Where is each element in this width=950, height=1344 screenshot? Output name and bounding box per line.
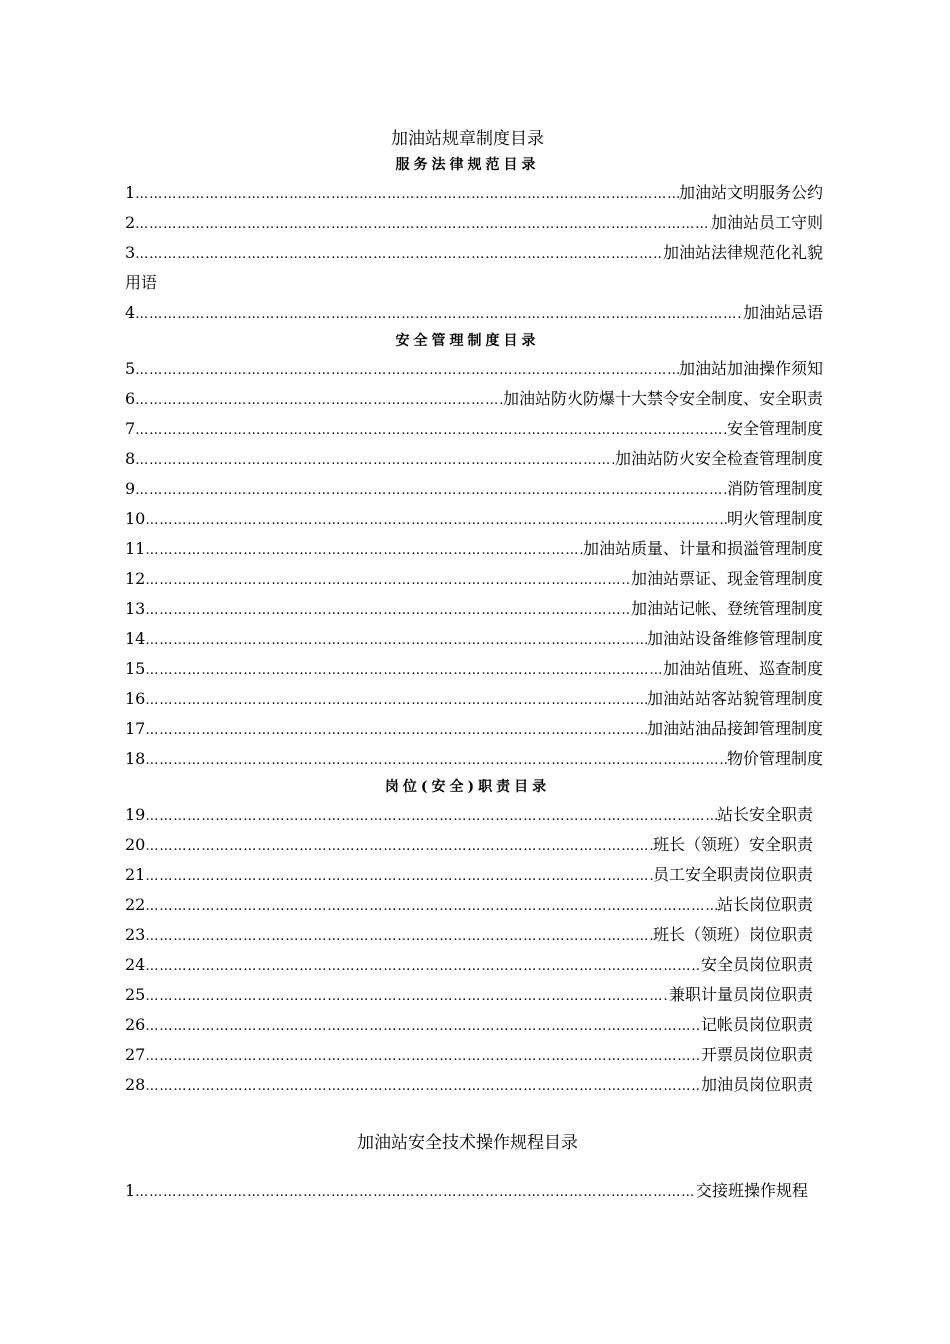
toc-entry-number: 13 <box>125 599 146 618</box>
toc-entry-number: 22 <box>125 895 146 914</box>
toc-leader-dots <box>135 1178 696 1206</box>
toc-list-duties <box>125 800 840 1100</box>
toc-entry-label: 加油员岗位职责 <box>700 1075 813 1094</box>
toc-leader-dots <box>145 536 583 564</box>
toc-entry-number: 4 <box>125 303 136 322</box>
toc-entry <box>125 684 840 714</box>
toc-entry-number: 19 <box>125 805 146 824</box>
toc-leader-dots <box>145 506 727 534</box>
toc-leader-dots <box>145 832 653 860</box>
toc-entry <box>125 474 840 504</box>
toc-entry-number: 21 <box>125 865 146 884</box>
toc-entry-label: 班长（领班）安全职责 <box>652 835 813 854</box>
toc-entry-number: 24 <box>125 955 146 974</box>
toc-leader-dots <box>135 356 679 384</box>
toc-entry <box>125 1010 840 1040</box>
toc-entry-number: 10 <box>125 509 146 528</box>
toc-entry-number: 7 <box>125 419 136 438</box>
toc-entry <box>125 744 840 774</box>
toc-entry-label: 员工安全职责岗位职责 <box>652 865 813 884</box>
toc-entry-number: 2 <box>125 213 136 232</box>
toc-leader-dots <box>135 386 503 414</box>
toc-entry-label: 加油站质量、计量和损溢管理制度 <box>582 539 823 558</box>
toc-entry <box>125 504 840 534</box>
toc-entry-label: 加油站票证、现金管理制度 <box>630 569 823 588</box>
toc-entry-label: 安全员岗位职责 <box>700 955 813 974</box>
toc-entry <box>125 800 840 830</box>
toc-entry-number: 20 <box>125 835 146 854</box>
section-heading-duties: 岗位(安全)职责目录 <box>384 779 551 795</box>
toc-leader-dots <box>145 596 631 624</box>
toc-entry <box>125 1176 840 1206</box>
toc-entry <box>125 654 840 684</box>
toc-entry <box>125 534 840 564</box>
toc-entry-label: 加油站文明服务公约 <box>678 183 823 202</box>
toc-entry <box>125 980 840 1010</box>
toc-entry-label: 班长（领班）岗位职责 <box>652 925 813 944</box>
toc-leader-dots <box>135 476 727 504</box>
toc-leader-dots <box>145 892 717 920</box>
toc-entry <box>125 384 840 414</box>
toc-entry-number: 17 <box>125 719 146 738</box>
toc-entry-label: 加油站站客站貌管理制度 <box>646 689 823 708</box>
toc-entry-number: 16 <box>125 689 146 708</box>
toc-entry-number: 23 <box>125 925 146 944</box>
toc-entry <box>125 950 840 980</box>
toc-entry-label: 加油站记帐、登统管理制度 <box>630 599 823 618</box>
toc-entry <box>125 860 840 890</box>
toc-leader-dots <box>145 686 647 714</box>
toc-entry-label: 加油站油品接卸管理制度 <box>646 719 823 738</box>
toc-entry-label: 开票员岗位职责 <box>700 1045 813 1064</box>
toc-entry-number: 9 <box>125 479 136 498</box>
toc-entry <box>125 414 840 444</box>
document-title: 加油站规章制度目录 <box>391 129 544 149</box>
toc-entry <box>125 830 840 860</box>
toc-entry-label: 加油站加油操作须知 <box>678 359 823 378</box>
toc-entry <box>125 444 840 474</box>
toc-leader-dots <box>145 746 727 774</box>
toc-entry-number: 27 <box>125 1045 146 1064</box>
toc-entry-label-continued: 用语 <box>125 273 158 292</box>
toc-entry-number: 28 <box>125 1075 146 1094</box>
toc-entry-number: 11 <box>125 539 146 558</box>
toc-entry-label: 安全管理制度 <box>726 419 823 438</box>
toc-entry <box>125 1040 840 1070</box>
toc-leader-dots <box>135 416 727 444</box>
toc-entry-number: 18 <box>125 749 146 768</box>
toc-leader-dots <box>145 1012 701 1040</box>
toc-entry <box>125 920 840 950</box>
toc-list-safety <box>125 354 840 774</box>
toc-entry-label: 记帐员岗位职责 <box>700 1015 813 1034</box>
toc-leader-dots <box>145 716 647 744</box>
toc-entry-label: 加油站值班、巡查制度 <box>662 659 823 678</box>
toc-leader-dots <box>145 1042 701 1070</box>
toc-entry-label: 交接班操作规程 <box>695 1181 808 1200</box>
toc-list-operations <box>125 1176 840 1206</box>
toc-entry <box>125 1070 840 1100</box>
toc-entry-number: 5 <box>125 359 136 378</box>
toc-entry <box>125 624 840 654</box>
toc-entry-number: 1 <box>125 1181 136 1200</box>
toc-entry-label: 站长安全职责 <box>716 805 813 824</box>
toc-leader-dots <box>145 922 653 950</box>
toc-entry-label: 加油站设备维修管理制度 <box>646 629 823 648</box>
toc-entry-label: 兼职计量员岗位职责 <box>668 985 813 1004</box>
toc-entry <box>125 890 840 920</box>
toc-leader-dots <box>145 862 653 890</box>
toc-leader-dots <box>145 802 717 830</box>
toc-entry-label: 加油站防火安全检查管理制度 <box>614 449 823 468</box>
section-heading-safety: 安全管理制度目录 <box>395 333 540 349</box>
toc-entry <box>125 238 840 268</box>
toc-entry-label: 物价管理制度 <box>726 749 823 768</box>
toc-entry <box>125 178 840 208</box>
toc-entry-label: 消防管理制度 <box>726 479 823 498</box>
toc-leader-dots <box>145 982 669 1010</box>
toc-leader-dots <box>145 1072 701 1100</box>
toc-entry-number: 3 <box>125 243 136 262</box>
toc-leader-dots <box>145 626 647 654</box>
section-heading-operations: 加油站安全技术操作规程目录 <box>357 1133 578 1153</box>
toc-entry <box>125 594 840 624</box>
toc-entry-number: 1 <box>125 183 136 202</box>
toc-entry-number: 14 <box>125 629 146 648</box>
toc-entry-number: 12 <box>125 569 146 588</box>
toc-leader-dots <box>135 210 711 238</box>
toc-entry <box>125 298 840 328</box>
toc-leader-dots <box>135 180 679 208</box>
document-page <box>125 126 840 1206</box>
toc-entry-label: 加油站法律规范化礼貌 <box>662 243 823 262</box>
toc-entry-label: 加油站防火防爆十大禁令安全制度、安全职责 <box>502 389 823 408</box>
toc-entry-number: 25 <box>125 985 146 1004</box>
toc-entry-label: 明火管理制度 <box>726 509 823 528</box>
toc-entry <box>125 564 840 594</box>
toc-entry-label: 加油站员工守则 <box>710 213 823 232</box>
toc-leader-dots <box>135 300 743 328</box>
toc-list-service <box>125 178 840 328</box>
toc-leader-dots <box>145 656 663 684</box>
toc-leader-dots <box>145 566 631 594</box>
toc-leader-dots <box>135 446 615 474</box>
toc-entry-number: 15 <box>125 659 146 678</box>
toc-leader-dots <box>135 240 663 268</box>
toc-leader-dots <box>145 952 701 980</box>
toc-entry-label: 站长岗位职责 <box>716 895 813 914</box>
toc-entry <box>125 354 840 384</box>
toc-entry-number: 8 <box>125 449 136 468</box>
section-heading-service: 服务法律规范目录 <box>395 157 540 173</box>
toc-entry-label: 加油站忌语 <box>742 303 823 322</box>
toc-entry-number: 6 <box>125 389 136 408</box>
toc-entry <box>125 714 840 744</box>
toc-entry-number: 26 <box>125 1015 146 1034</box>
toc-entry <box>125 208 840 238</box>
